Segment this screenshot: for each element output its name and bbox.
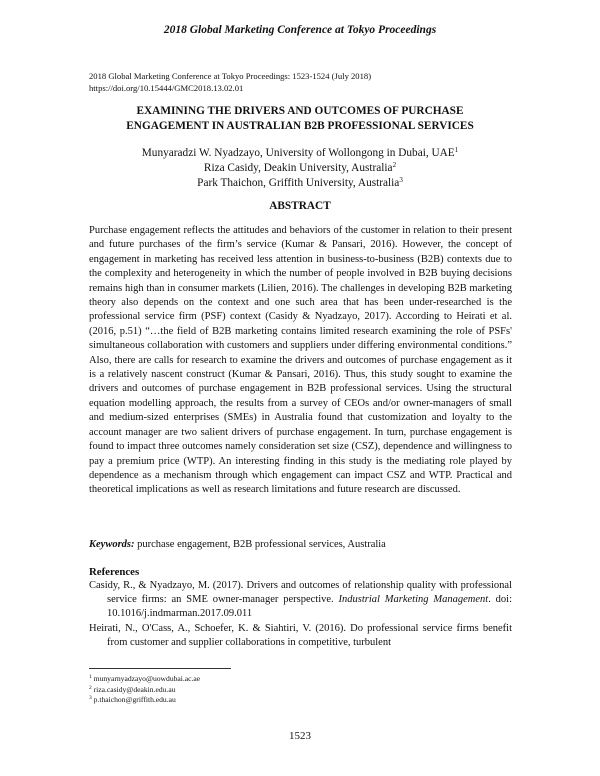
- abstract-body: Purchase engagement reflects the attitudes and behaviors of the customer in relation to their present and future purchases of the firm’s service (Kumar & Pansari, 2016). However, the concept of engagement in marketing has received less attention in business-to-business (B2B) contexts due to the complexity and heterogeneity in which the number of people involved in B2B buying decisions remains high than in consumer markets (Lilien, 2016). The challenges in developing B2B marketing theory also depends on the context and one such area that has been under-researched is the professional service firm (PSF) context (Casidy & Nyadzayo, 2017). According to Heirati et al. (2016, p.51) “…the field of B2B marketing contains limited research examining the role of PSFs' simultaneous collaboration with customers and suppliers under differing environmental conditions.” Also, there are calls for research to examine the drivers and outcomes of purchase engagement as it is a relatively nascent construct (Kumar & Pansari, 2016). Thus, this study sought to examine the drivers and outcomes of purchase engagement in B2B professional services. Using the structural equation modelling approach, the results from a survey of CEOs and/or owner-managers of small and medium-sized enterprises (SMEs) in Australia found that customization and loyalty to the account manager are two salient drivers of purchase engagement. In turn, purchase engagement is found to impact three outcomes namely consideration set size (CSZ), dependence and willingness to pay a premium price (WTP). An interesting finding in this study is the mediating role played by dependence as a mechanism through which engagement can impact CSZ and WTP. Practical and theoretical implications as well as research limitations and future research are discussed.: [89, 225, 512, 496]
- author-3-mark: 3: [399, 175, 403, 184]
- keywords-text: purchase engagement, B2B professional services, Australia: [134, 539, 386, 550]
- keywords: [89, 538, 512, 552]
- footnote-1-mark: 1: [89, 674, 92, 680]
- footnote-3-mark: 3: [89, 695, 92, 701]
- page-number: 1523: [289, 730, 311, 742]
- author-3-text: Park Thaichon, Griffith University, Australia: [197, 176, 400, 189]
- footnote-2-email[interactable]: riza.casidy@deakin.edu.au: [93, 684, 176, 694]
- footnote-1: [89, 674, 389, 685]
- author-3: [80, 176, 520, 191]
- footnote-3-email[interactable]: p.thaichon@griffith.edu.au: [93, 695, 176, 704]
- doi-link[interactable]: https://doi.org/10.15444/GMC2018.13.02.01: [89, 83, 244, 93]
- reference-2-text: Heirati, N., O'Cass, A., Schoefer, K. & Siahtiri, V. (2016). Do professional service firms benefit from customer and supplier collaborations in competitive, turbulent: [89, 622, 512, 648]
- paper-title: [80, 104, 520, 133]
- references-heading: References: [89, 566, 140, 578]
- citation-line: 2018 Global Marketing Conference at Tokyo Proceedings: 1523-1524 (July 2018): [89, 71, 372, 81]
- keywords-label: Keywords:: [89, 539, 135, 550]
- references-list: [89, 579, 512, 650]
- author-2-mark: 2: [392, 160, 397, 169]
- footnote-2: [89, 685, 389, 696]
- footnotes: [89, 674, 389, 706]
- reference-1-text: Casidy, R., & Nyadzayo, M. (2017). Drivers and outcomes of relationship quality with professional service firms: an SME owner-manager perspective.: [89, 580, 512, 606]
- footnote-1-email[interactable]: munyarnyadzayo@uowdubai.ac.ae: [93, 674, 201, 683]
- reference-1-journal: Industrial Marketing Management: [338, 594, 489, 606]
- author-list: [80, 146, 520, 190]
- author-2: [80, 161, 520, 176]
- author-1: [80, 146, 520, 161]
- reference-1-doi: . doi: 10.1016/j.indmarman.2017.09.011: [107, 594, 512, 620]
- reference-item: [89, 622, 512, 650]
- author-1-mark: 1: [454, 146, 459, 154]
- footnote-divider: [89, 668, 231, 669]
- footnote-2-mark: 2: [89, 684, 92, 691]
- footnote-3: [89, 695, 389, 706]
- title-line-1: EXAMINING THE DRIVERS AND OUTCOMES OF PURCHASE: [136, 105, 464, 117]
- title-line-2: ENGAGEMENT IN AUSTRALIAN B2B PROFESSIONAL SERVICES: [126, 119, 474, 132]
- citation-meta: [89, 70, 529, 94]
- reference-item: [89, 579, 512, 622]
- author-2-text: Riza Casidy, Deakin University, Australia: [203, 161, 393, 174]
- abstract-heading: ABSTRACT: [269, 200, 331, 212]
- running-header: 2018 Global Marketing Conference at Tokyo Proceedings: [163, 24, 437, 36]
- author-1-text: Munyaradzi W. Nyadzayo, University of Wollongong in Dubai, UAE: [141, 147, 455, 159]
